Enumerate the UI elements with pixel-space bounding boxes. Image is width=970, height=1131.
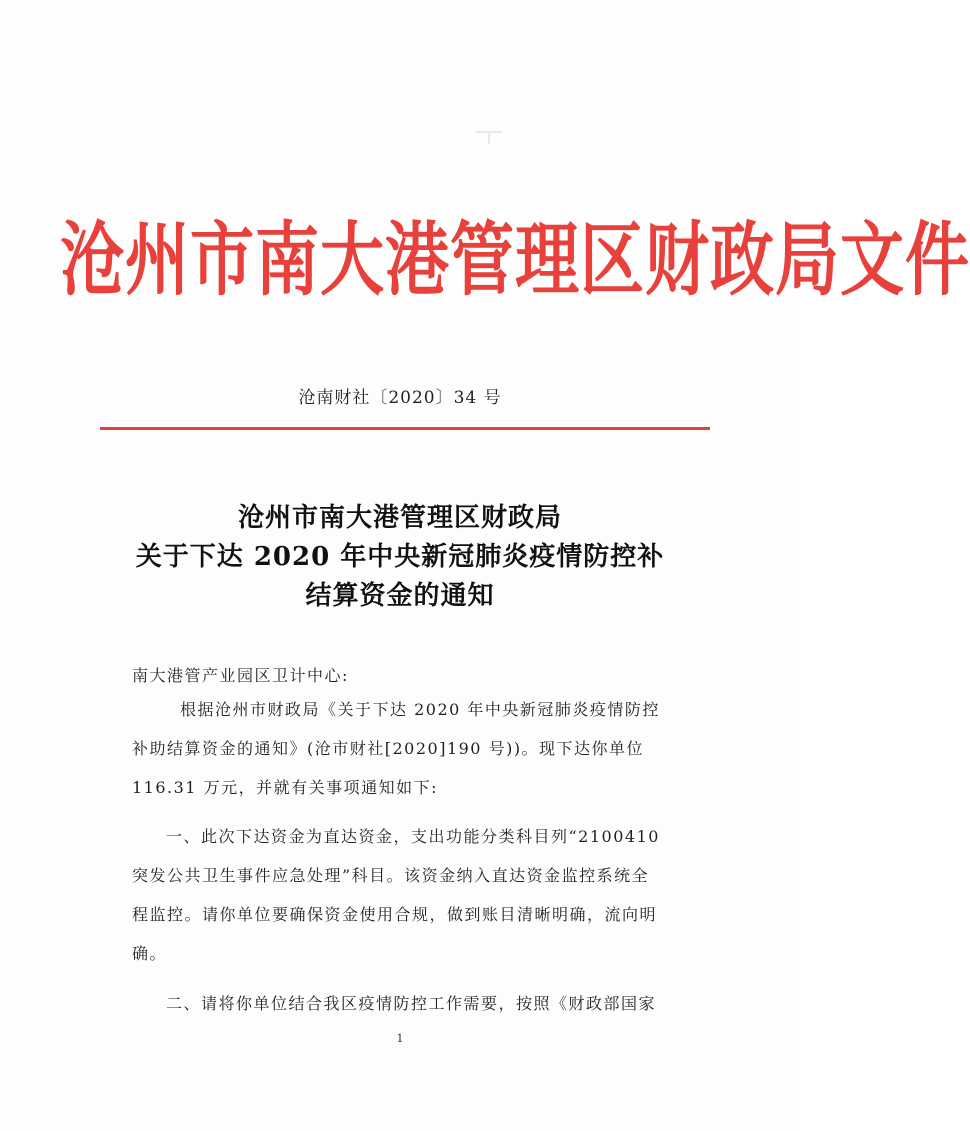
body-line-1: 根据沧州市财政局《关于下达 2020 年中央新冠肺炎疫情防控: [180, 700, 660, 719]
document-header-title: 沧州市南大港管理区财政局文件: [60, 214, 970, 308]
notice-title-line-2: 关于下达 2020 年中央新冠肺炎疫情防控补: [135, 542, 665, 572]
body-line-6: 程监控。请你单位要确保资金使用合规，做到账目清晰明确，流向明: [132, 905, 658, 924]
notice-title-line-1: 沧州市南大港管理区财政局: [237, 503, 562, 533]
body-line-7: 确。: [132, 944, 168, 963]
body-line-2: 补助结算资金的通知》(沧市财社[2020]190 号))。现下达你单位: [132, 739, 645, 758]
scan-artifact-icon: [474, 128, 504, 146]
notice-salutation: 南大港管产业园区卫计中心:: [132, 666, 349, 685]
document-number: 沧南财社〔2020〕34 号: [298, 388, 502, 408]
header-divider: [100, 427, 710, 430]
body-line-4: 一、此次下达资金为直达资金，支出功能分类科目列“2100410: [166, 827, 660, 846]
body-line-5: 突发公共卫生事件应急处理”科目。该资金纳入直达资金监控系统全: [132, 866, 650, 885]
page-number: 1: [396, 1032, 404, 1045]
body-line-3: 116.31 万元，并就有关事项通知如下:: [132, 778, 438, 797]
notice-title-line-3: 结算资金的通知: [305, 581, 495, 611]
body-line-8: 二、请将你单位结合我区疫情防控工作需要，按照《财政部国家: [166, 994, 657, 1013]
